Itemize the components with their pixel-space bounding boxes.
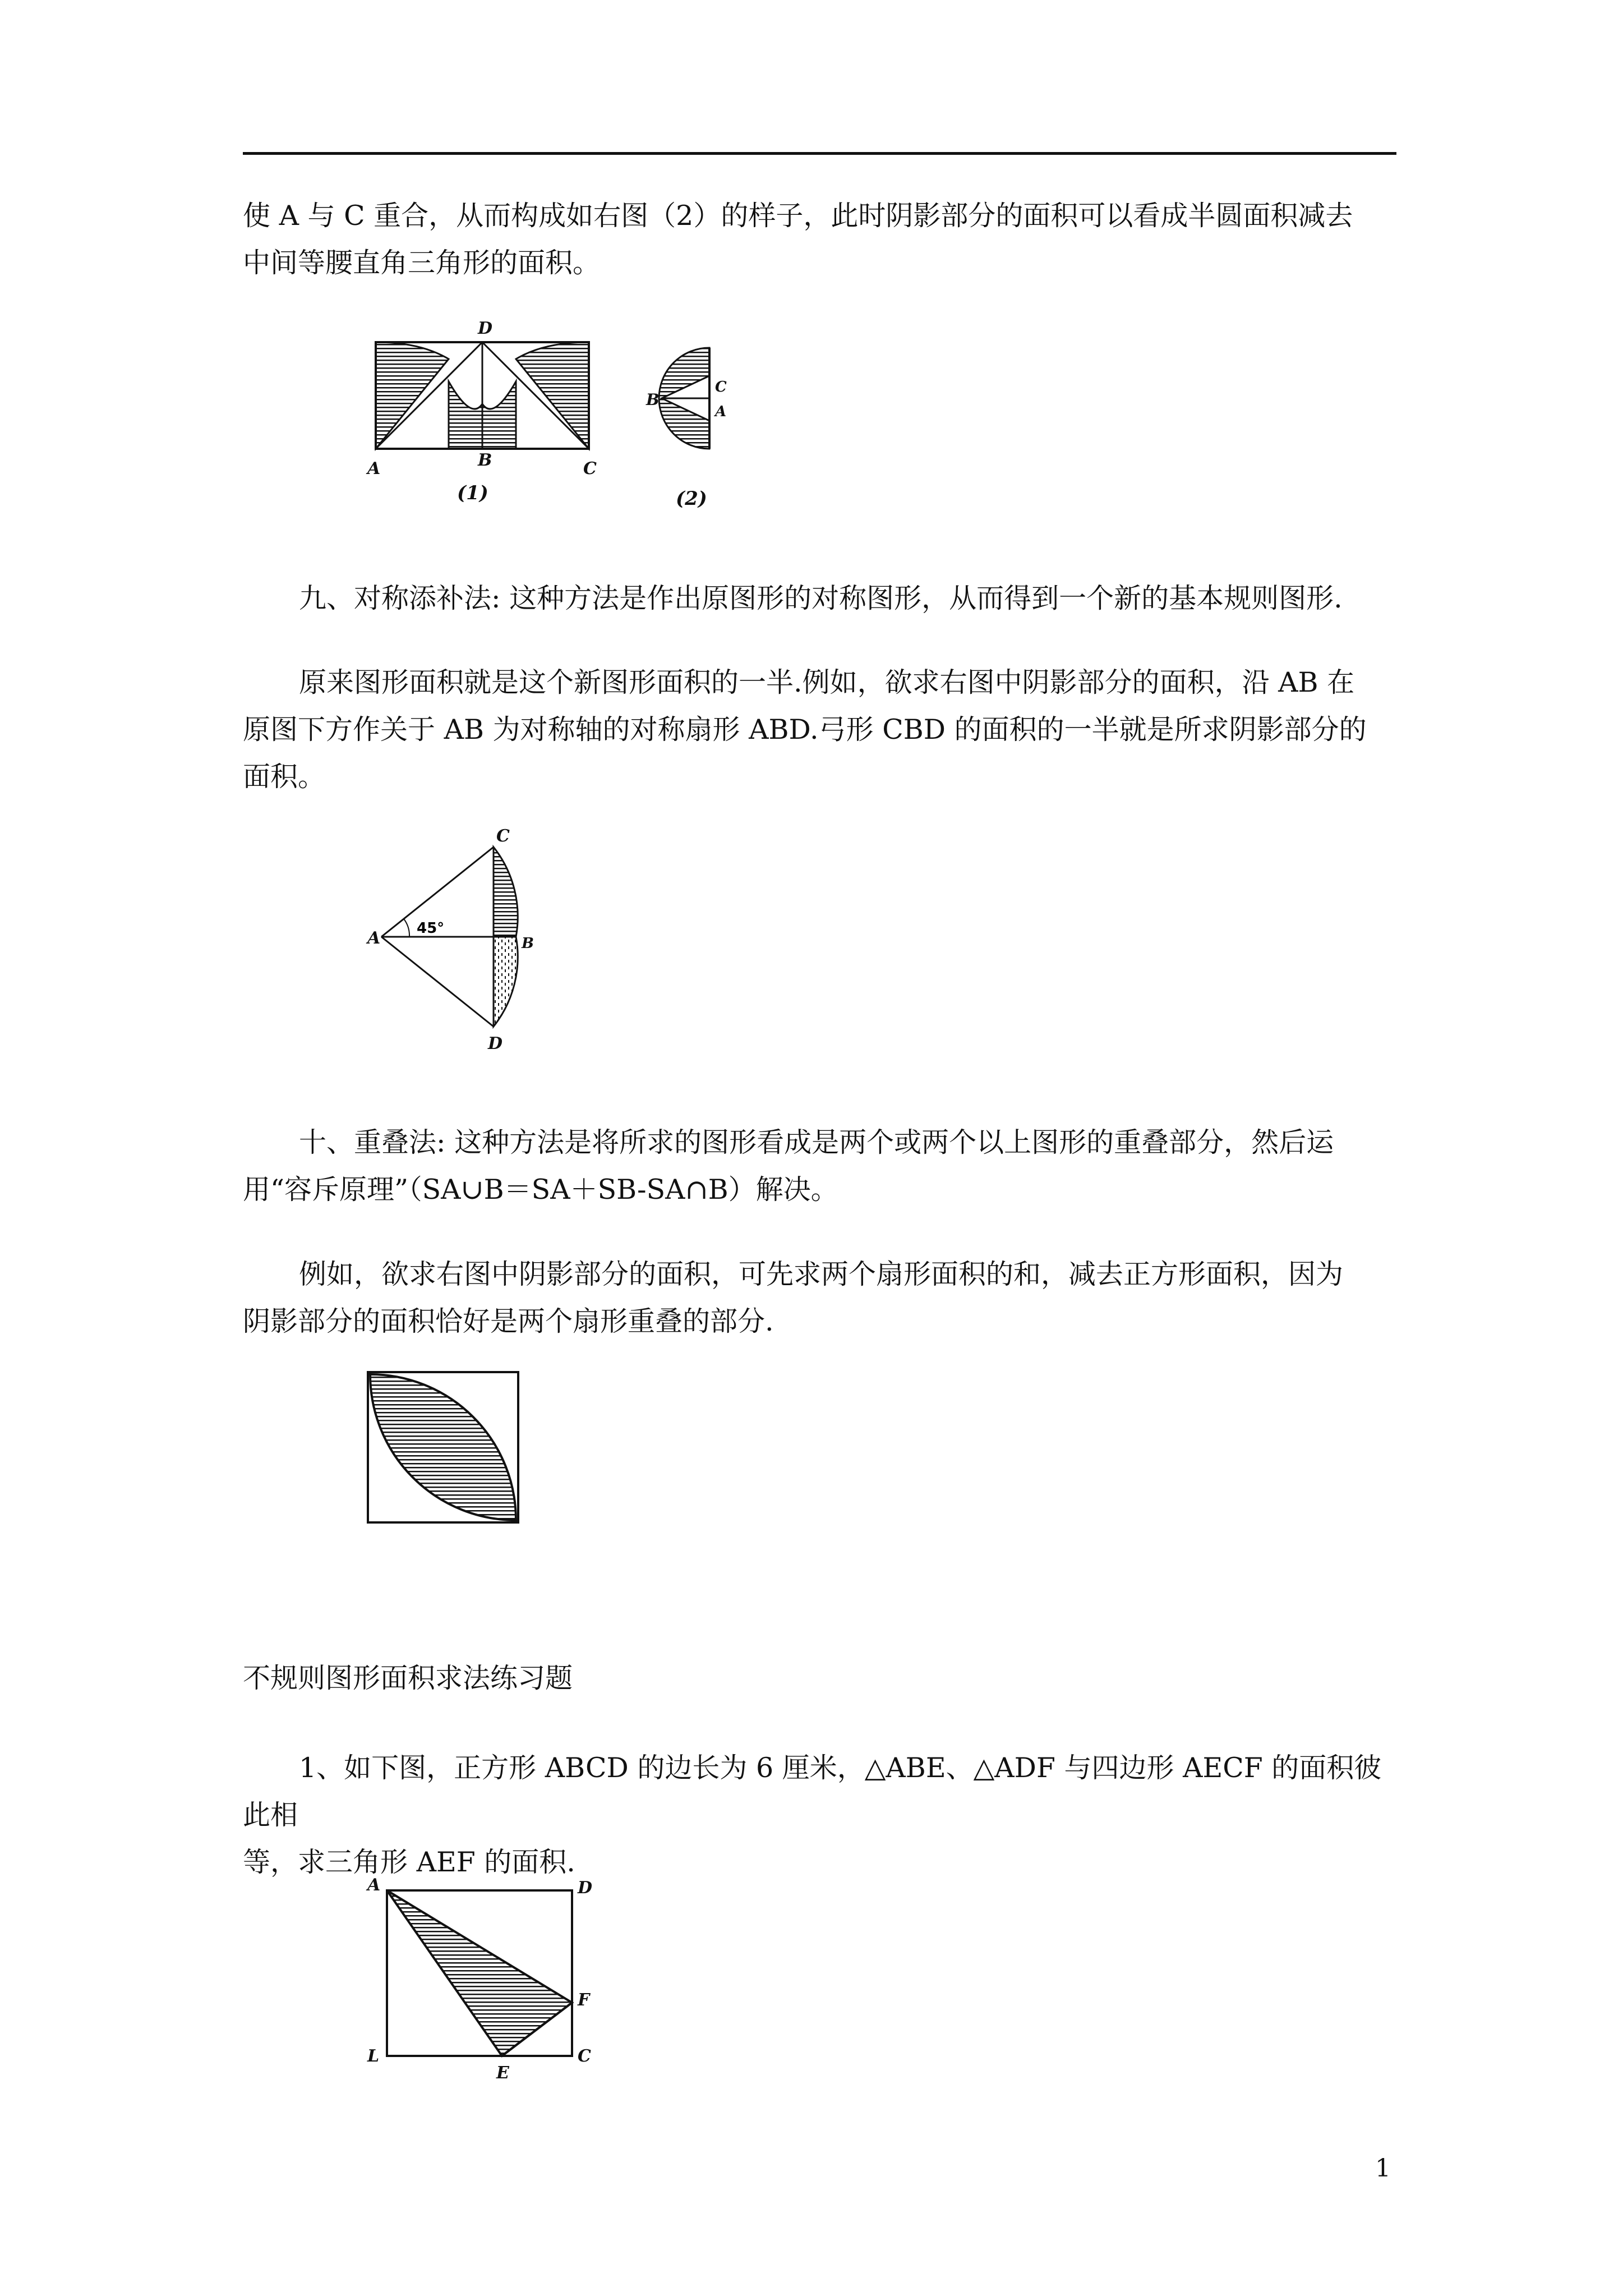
angle-label: 45° <box>417 920 445 937</box>
label-F: F <box>578 1990 590 2010</box>
paragraph-method-10 <box>243 1119 1398 1213</box>
exercise-1 <box>243 1745 1398 1886</box>
header-rule <box>243 152 1396 155</box>
paragraph-line: 九、对称添补法: 这种方法是作出原图形的对称图形，从而得到一个新的基本规则图形. <box>299 582 1343 614</box>
figure-caption: (1) <box>457 482 488 504</box>
figure-2-drawing <box>645 348 727 510</box>
label-E: E <box>496 2063 509 2083</box>
figure-1-drawing <box>366 319 597 504</box>
paragraph-line: 使 A 与 C 重合，从而构成如右图（2）的样子，此时阴影部分的面积可以看成半圆面积减去 <box>243 200 1353 232</box>
figure-1-and-2 <box>359 309 751 522</box>
label-B: B <box>522 935 534 952</box>
paragraph-line: 十、重叠法: 这种方法是将所求的图形看成是两个或两个以上图形的重叠部分，然后运 <box>299 1126 1334 1158</box>
figure-caption: (2) <box>676 487 707 510</box>
paragraph-line: 等，求三角形 AEF 的面积. <box>243 1846 575 1878</box>
paragraph-line: 原来图形面积就是这个新图形面积的一半.例如，欲求右图中阴影部分的面积，沿 AB 在 <box>299 666 1355 698</box>
label-B: L <box>367 2046 380 2066</box>
label-C: C <box>583 459 597 478</box>
paragraph-method-9 <box>243 575 1398 622</box>
paragraph-line: 1、如下图，正方形 ABCD 的边长为 6 厘米，△ABE、△ADF 与四边形 AECF 的面积彼此相 <box>243 1752 1382 1831</box>
figure-4 <box>365 1369 522 1526</box>
label-A: A <box>367 928 381 948</box>
figure-5 <box>359 1868 600 2087</box>
page-number: 1 <box>1375 2154 1391 2183</box>
heading-text: 不规则图形面积求法练习题 <box>243 1662 573 1694</box>
label-C: C <box>715 379 727 395</box>
figure-3 <box>359 825 572 1060</box>
paragraph-method-10-example <box>243 1251 1398 1345</box>
label-A: A <box>715 403 727 420</box>
label-B: B <box>478 450 492 470</box>
paragraph-line: 中间等腰直角三角形的面积。 <box>243 247 601 279</box>
label-C: C <box>578 2046 591 2066</box>
paragraph-intro <box>243 192 1398 287</box>
paragraph-line: 原图下方作关于 AB 为对称轴的对称扇形 ABD.弓形 CBD 的面积的一半就是所求阴影部分的 <box>243 714 1367 746</box>
label-D: D <box>478 319 493 338</box>
label-A: A <box>367 459 381 478</box>
label-A: A <box>367 1875 381 1895</box>
paragraph-method-9-example <box>243 659 1398 800</box>
label-C: C <box>496 826 510 846</box>
label-D: D <box>578 1878 593 1898</box>
paragraph-line: 例如，欲求右图中阴影部分的面积，可先求两个扇形面积的和，减去正方形面积，因为 <box>299 1258 1344 1290</box>
label-B: B <box>646 390 660 409</box>
paragraph-line: 阴影部分的面积恰好是两个扇形重叠的部分. <box>243 1305 774 1337</box>
paragraph-line: 面积。 <box>243 761 326 793</box>
label-D: D <box>488 1034 503 1053</box>
exercise-heading <box>243 1655 1398 1702</box>
paragraph-line: 用“容斥原理”（SA∪B＝SA＋SB-SA∩B）解决。 <box>243 1174 838 1205</box>
